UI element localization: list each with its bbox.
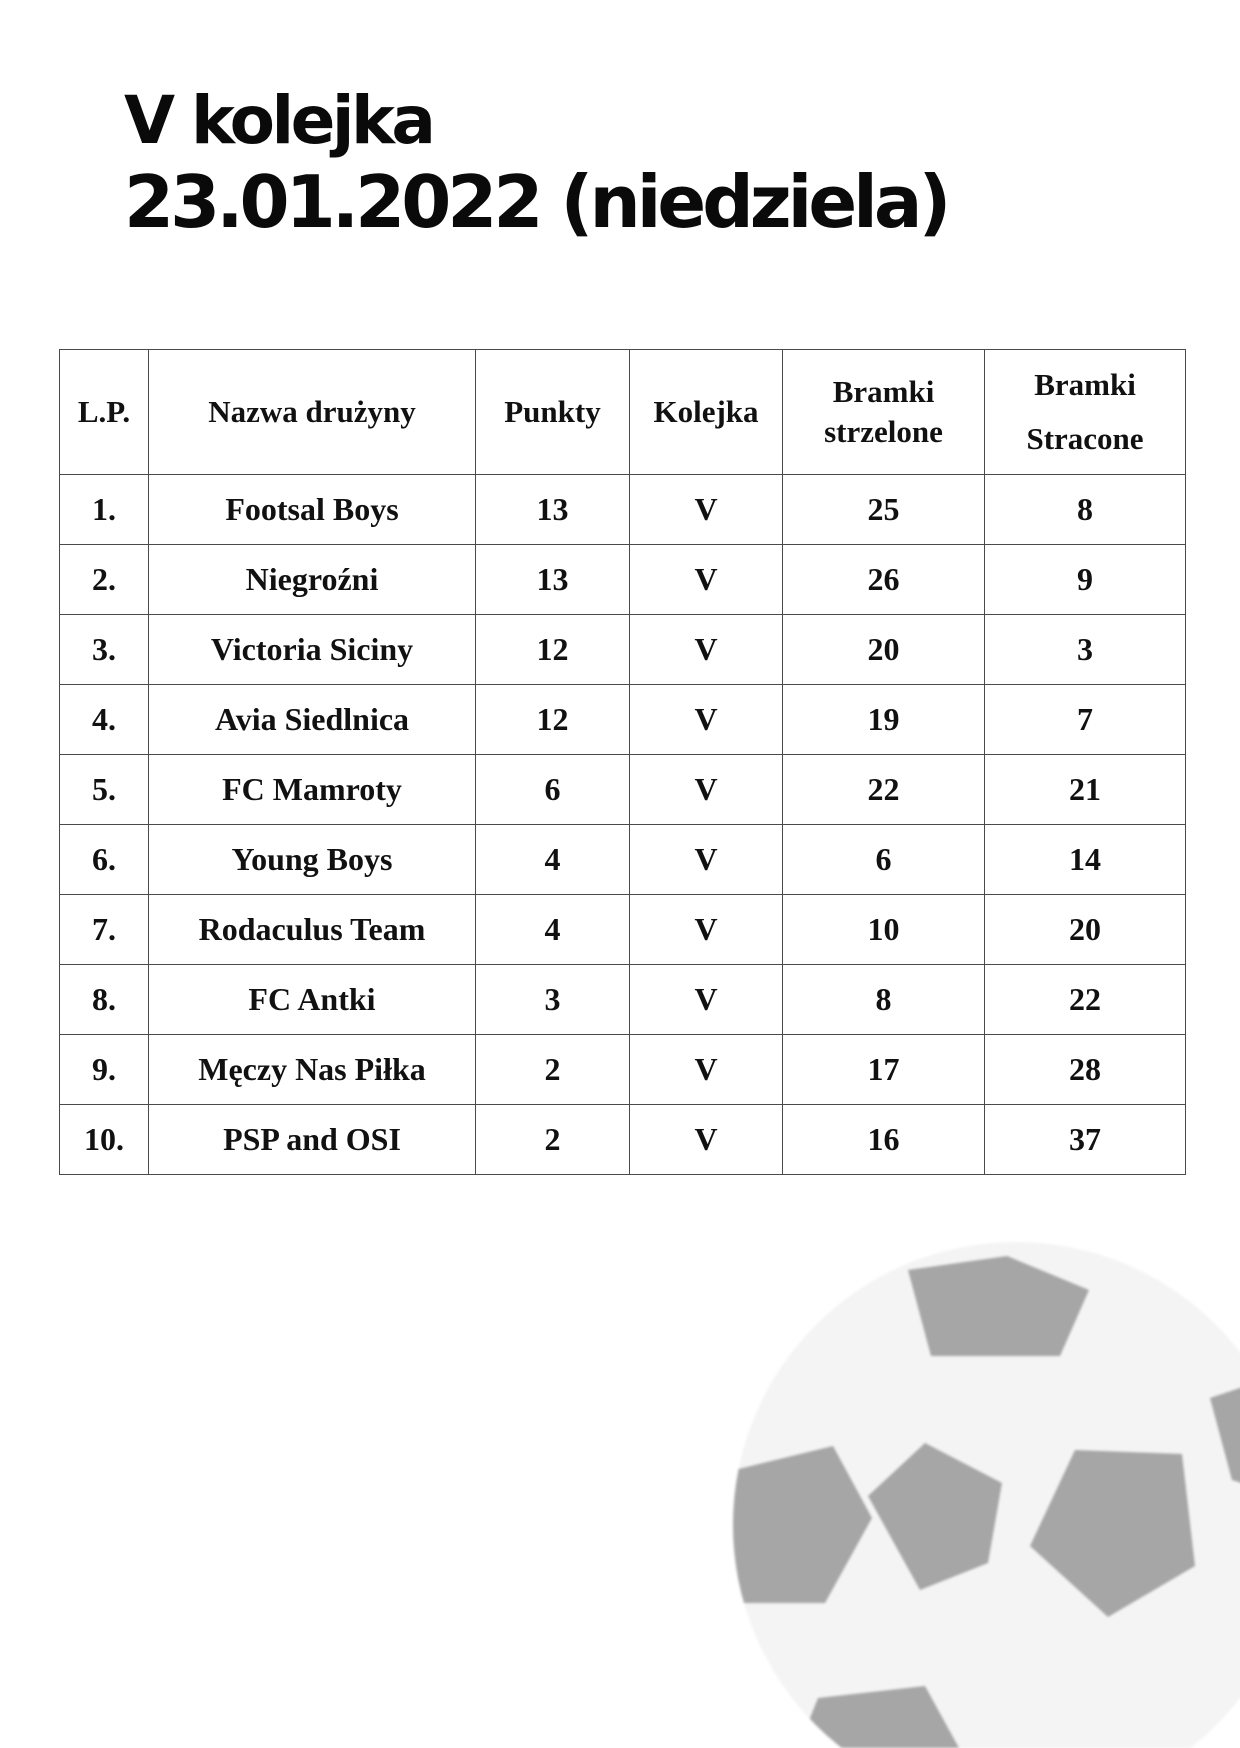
column-header-round: Kolejka	[630, 350, 783, 475]
cell-goals-against: 7	[985, 685, 1186, 755]
cell-lp: 8.	[60, 965, 149, 1035]
cell-round: V	[630, 615, 783, 685]
cell-lp: 7.	[60, 895, 149, 965]
cell-round: V	[630, 1105, 783, 1175]
cell-lp: 3.	[60, 615, 149, 685]
table-row	[60, 825, 1186, 895]
column-header-team: Nazwa drużyny	[149, 350, 476, 475]
cell-round: V	[630, 545, 783, 615]
cell-points: 12	[476, 685, 630, 755]
table-row	[60, 475, 1186, 545]
cell-goals-for: 19	[783, 685, 985, 755]
table-body	[60, 475, 1186, 1175]
cell-goals-against: 9	[985, 545, 1186, 615]
cell-team: Footsal Boys	[149, 475, 476, 545]
cell-goals-against: 37	[985, 1105, 1186, 1175]
cell-team: FC Mamroty	[149, 755, 476, 825]
table-header-row	[60, 350, 1186, 475]
table-row	[60, 965, 1186, 1035]
cell-round: V	[630, 755, 783, 825]
cell-lp: 4.	[60, 685, 149, 755]
cell-goals-against: 22	[985, 965, 1186, 1035]
cell-points: 13	[476, 475, 630, 545]
cell-points: 4	[476, 895, 630, 965]
cell-lp: 9.	[60, 1035, 149, 1105]
cell-points: 4	[476, 825, 630, 895]
column-header-lp: L.P.	[60, 350, 149, 475]
cell-team: FC Antki	[149, 965, 476, 1035]
cell-points: 13	[476, 545, 630, 615]
table-row	[60, 685, 1186, 755]
cell-lp: 6.	[60, 825, 149, 895]
cell-team: Męczy Nas Piłka	[149, 1035, 476, 1105]
cell-round: V	[630, 895, 783, 965]
cell-points: 6	[476, 755, 630, 825]
cell-lp: 2.	[60, 545, 149, 615]
round-title: V kolejka	[124, 82, 433, 159]
cell-goals-against: 3	[985, 615, 1186, 685]
standings-table	[59, 349, 1186, 1175]
cell-goals-for: 6	[783, 825, 985, 895]
column-header-goals-for: Bramki strzelone	[783, 350, 985, 475]
table-row	[60, 545, 1186, 615]
cell-team: Niegroźni	[149, 545, 476, 615]
cell-round: V	[630, 825, 783, 895]
cell-team: Rodaculus Team	[149, 895, 476, 965]
column-header-points: Punkty	[476, 350, 630, 475]
cell-team: Avia Siedlnica	[149, 685, 476, 755]
page-title	[124, 82, 947, 244]
cell-points: 2	[476, 1035, 630, 1105]
column-header-goals-against: Bramki Stracone	[985, 350, 1186, 475]
cell-lp: 5.	[60, 755, 149, 825]
cell-goals-for: 26	[783, 545, 985, 615]
cell-points: 2	[476, 1105, 630, 1175]
cell-goals-against: 20	[985, 895, 1186, 965]
cell-team: Victoria Siciny	[149, 615, 476, 685]
cell-goals-for: 20	[783, 615, 985, 685]
cell-lp: 10.	[60, 1105, 149, 1175]
cell-goals-against: 28	[985, 1035, 1186, 1105]
cell-round: V	[630, 685, 783, 755]
cell-goals-for: 22	[783, 755, 985, 825]
table-row	[60, 755, 1186, 825]
match-date: 23.01.2022 (niedziela)	[124, 160, 948, 244]
cell-goals-for: 10	[783, 895, 985, 965]
cell-goals-for: 16	[783, 1105, 985, 1175]
cell-team: PSP and OSI	[149, 1105, 476, 1175]
cell-goals-for: 25	[783, 475, 985, 545]
table-row	[60, 895, 1186, 965]
cell-goals-against: 21	[985, 755, 1186, 825]
cell-round: V	[630, 965, 783, 1035]
cell-goals-against: 14	[985, 825, 1186, 895]
table-row	[60, 615, 1186, 685]
cell-team: Young Boys	[149, 825, 476, 895]
cell-goals-for: 17	[783, 1035, 985, 1105]
cell-goals-for: 8	[783, 965, 985, 1035]
cell-round: V	[630, 1035, 783, 1105]
cell-goals-against: 8	[985, 475, 1186, 545]
soccer-ball-icon	[730, 1228, 1240, 1748]
table-row	[60, 1105, 1186, 1175]
cell-lp: 1.	[60, 475, 149, 545]
cell-points: 12	[476, 615, 630, 685]
cell-points: 3	[476, 965, 630, 1035]
cell-round: V	[630, 475, 783, 545]
table-row	[60, 1035, 1186, 1105]
